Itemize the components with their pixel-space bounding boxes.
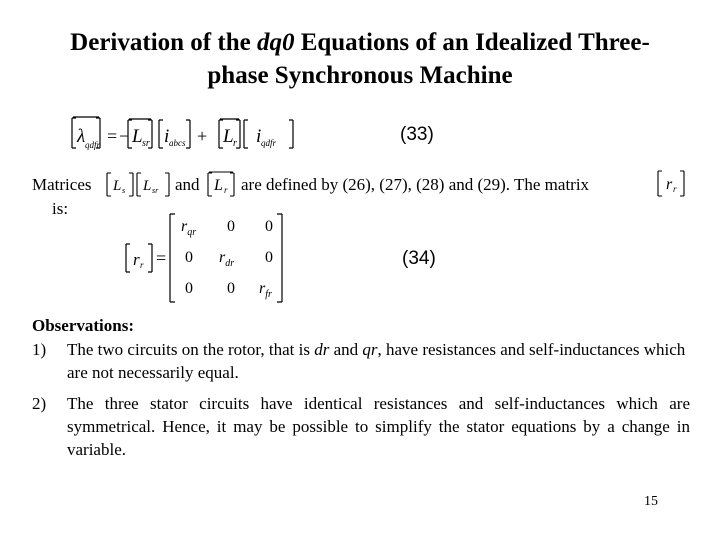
svg-text:L: L — [214, 177, 223, 194]
matrix-cell-0-2: 0 — [265, 218, 273, 235]
svg-text:L: L — [143, 178, 152, 194]
svg-text:r: r — [666, 176, 673, 193]
L-symbol: L — [132, 126, 143, 147]
rr-subscript: r — [673, 184, 677, 194]
svg-text:r: r — [133, 250, 140, 269]
title-line-2: phase Synchronous Machine — [207, 62, 513, 89]
lambda-subscript: qdfr — [85, 140, 101, 150]
title-line-1: Derivation of the dq0 Equations of an Idealized Three- — [70, 29, 650, 56]
iqdfr-symbol: i — [256, 126, 262, 147]
observation-2-text: The three stator circuits have identical resistances and self-inductances which are symmetrical. Hence, it may be possible to simplify the stator equations by a change in variable. — [67, 394, 690, 459]
equals-sign: = — [107, 126, 118, 146]
matrices-word: Matrices — [32, 175, 92, 194]
iqdfr-subscript: qdfr — [261, 138, 277, 148]
defined-by-text: are defined by (26), (27), (28) and (29). The matrix — [241, 175, 590, 194]
observation-2-number: 2) — [32, 394, 47, 413]
matrix-cell-2-1: 0 — [227, 280, 235, 297]
matrices-Lr — [204, 170, 238, 200]
matrix-cell-1-0: 0 — [185, 249, 193, 266]
iabcs-subscript: abcs — [169, 138, 186, 148]
Lsr-subscript: sr — [142, 138, 150, 149]
matrix-cell-1-2: 0 — [265, 249, 273, 266]
page-number: 15 — [644, 494, 658, 509]
Lsr-subscript-inline: sr — [152, 186, 159, 195]
equation-33 — [66, 112, 306, 156]
eq34-lhs-subscript: r — [140, 260, 144, 270]
observation-item-1 — [32, 338, 692, 384]
matrix-cell-2-0: 0 — [185, 280, 193, 297]
equation-34-number: (34) — [402, 248, 436, 269]
observation-1-text: The two circuits on the rotor, that is dr and qr, have resistances and self-inductances which are not necessarily equal. — [67, 340, 686, 382]
matrix-cell-r-dr: $r_{dr}$ — [219, 249, 235, 270]
Ls-subscript: s — [122, 186, 126, 195]
and-word: and — [175, 175, 200, 194]
matrices-Ls-Lsr — [103, 170, 173, 200]
matrix-cell-0-1: 0 — [227, 218, 235, 235]
matrices-rr — [654, 168, 688, 200]
observations-heading: Observations: — [32, 316, 134, 335]
matrix-cell-r-qr: $r_{qr}$ — [181, 218, 197, 239]
lambda-symbol: λ — [77, 126, 86, 147]
Lr-inline-subscript: r — [224, 185, 228, 195]
svg-text:L: L — [113, 178, 122, 194]
Lr-symbol: L — [223, 126, 234, 147]
observation-1-number: 1) — [32, 340, 47, 359]
Lr-subscript: r — [233, 138, 237, 149]
matrix-cell-r-fr: $r_{fr}$ — [259, 280, 272, 301]
slide-title — [0, 26, 720, 92]
minus-sign: − — [119, 126, 130, 146]
equation-33-number: (33) — [400, 124, 434, 145]
i-symbol: i — [164, 126, 170, 147]
observation-item-2 — [32, 392, 692, 462]
eq34-equals: = — [156, 248, 167, 268]
plus-sign: + — [197, 126, 208, 146]
is-word: is: — [52, 199, 69, 218]
